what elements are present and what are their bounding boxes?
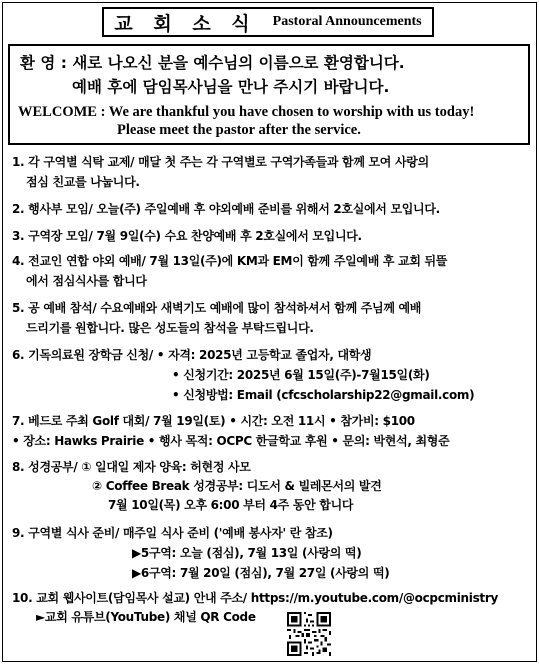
announcement-5-line-2: 드리기를 원합니다. 많은 성도들의 참석을 부탁드립니다. xyxy=(26,321,314,335)
announcement-4-line-2: 에서 점심식사를 합니다 xyxy=(26,274,147,288)
welcome-box xyxy=(8,44,530,145)
announcement-8-line-1: 8. 성경공부/ ① 일대일 제자 양육: 허현정 사모 xyxy=(12,460,251,474)
welcome-ko-line-1: 환 영 : 새로 나오신 분을 예수님의 이름으로 환영합니다. xyxy=(20,54,405,72)
announcement-9-line-3: ▶6구역: 7월 20일 (점심), 7월 27일 (사랑의 떡) xyxy=(132,566,390,580)
title-box xyxy=(102,7,434,37)
youtube-qr-code[interactable] xyxy=(287,612,331,656)
page-title: 교 회 소 식 xyxy=(114,12,257,35)
announcement-4-line-1: 4. 전교인 연합 야외 예배/ 7월 13일(주)에 KM과 EM이 함께 주일예배 후 교회 뒤뜰 xyxy=(12,254,448,268)
announcement-7-line-2: • 장소: Hawks Prairie • 행사 목적: OCPC 한글학교 후원 • 문의: 박현석, 최형준 xyxy=(12,434,450,448)
announcement-5-line-1: 5. 공 예배 참석/ 수요예배와 새벽기도 예배에 많이 참석하셔서 함께 주님께 예배 xyxy=(12,301,422,315)
announcement-9-line-2: ▶5구역: 오늘 (점심), 7월 13일 (사랑의 떡) xyxy=(132,546,362,560)
announcement-10-line-2: ►교회 유튜브(YouTube) 채널 QR Code xyxy=(36,610,256,624)
announcement-8-line-2: ② Coffee Break 성경공부: 디도서 & 빌레몬서의 발견 xyxy=(92,479,382,493)
announcement-1-line-2: 점심 친교를 나눕니다. xyxy=(26,175,140,189)
announcement-3: 3. 구역장 모임/ 7월 9일(수) 수요 찬양예배 후 2호실에서 모입니다. xyxy=(12,229,362,243)
announcement-2: 2. 행사부 모임/ 오늘(주) 주일예배 후 야외예배 준비를 위해서 2호실에서 모입니다. xyxy=(12,202,440,216)
welcome-ko-line-2: 예배 후에 담임목사님을 만나 주시기 바랍니다. xyxy=(72,78,390,96)
announcement-7-line-1: 7. 베드로 주최 Golf 대회/ 7월 19일(토) • 시간: 오전 11시 • 참가비: $100 xyxy=(12,414,415,428)
welcome-en-line-2: Please meet the pastor after the service. xyxy=(117,122,361,138)
announcement-6-line-1: 6. 기독의료원 장학금 신청/ • 자격: 2025년 고등학교 졸업자, 대학생 xyxy=(12,348,372,362)
announcement-8-line-3: 7월 10일(목) 오후 6:00 부터 4주 동안 합니다 xyxy=(108,498,354,512)
welcome-en-line-1: WELCOME : We are thankful you have chosen to worship with us today! xyxy=(18,104,475,120)
page-subtitle: Pastoral Announcements xyxy=(272,14,422,29)
announcement-6-line-2: • 신청기간: 2025년 6월 15일(주)-7월15일(화) xyxy=(172,368,430,382)
announcement-1-line-1: 1. 각 구역별 식탁 교제/ 매달 첫 주는 각 구역별로 구역가족들과 함께 모여 사랑의 xyxy=(12,155,429,169)
announcement-10-line-1: 10. 교회 웹사이트(담임목사 설교) 안내 주소/ https://m.youtube.com/@ocpcministry xyxy=(12,591,498,605)
announcement-6-line-3: • 신청방법: Email (cfcscholarship22@gmail.com) xyxy=(172,388,475,402)
announcement-9-line-1: 9. 구역별 식사 준비/ 매주일 식사 준비 ('예배 봉사자' 란 참조) xyxy=(12,526,333,540)
